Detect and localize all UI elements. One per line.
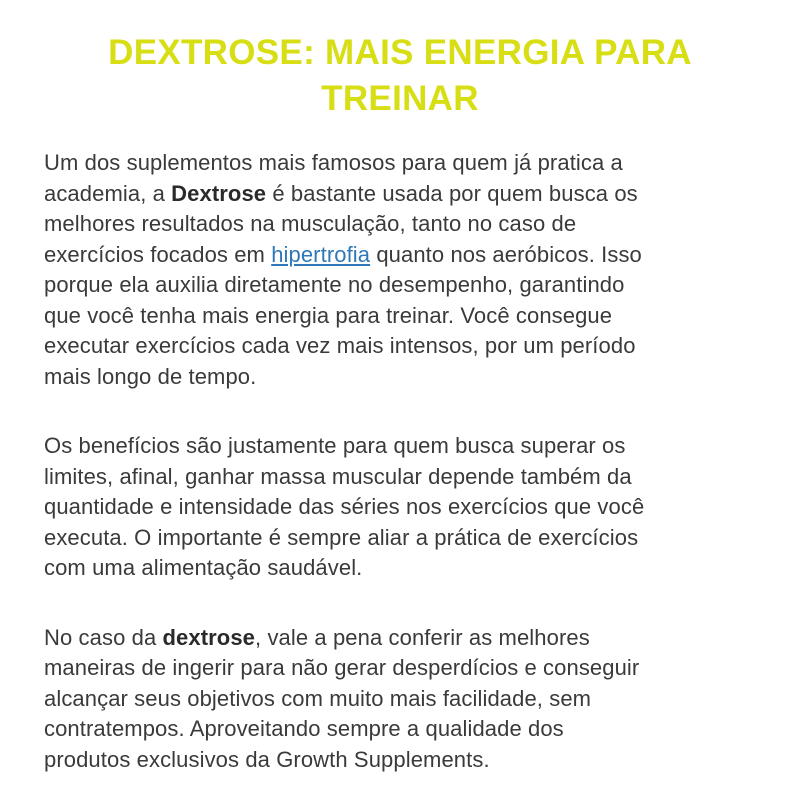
paragraph-intro <box>44 148 756 392</box>
article-title-line-1: DEXTROSE: MAIS ENERGIA PARA <box>108 33 692 72</box>
text-segment: é bastante usada por quem busca os <box>266 180 638 206</box>
paragraph-line <box>44 623 756 654</box>
paragraph-line: que você tenha mais energia para treinar. Você consegue <box>44 302 613 328</box>
paragraph-line: mais longo de tempo. <box>44 363 257 389</box>
paragraph-line: maneiras de ingerir para não gerar desperdícios e conseguir <box>44 655 640 680</box>
paragraph-line <box>44 179 756 210</box>
paragraph-line: limites, afinal, ganhar massa muscular depende também da <box>44 463 632 489</box>
paragraph-usage <box>44 623 756 776</box>
bold-term-dextrose: dextrose <box>162 624 256 650</box>
paragraph-line: contratempos. Aproveitando sempre a qualidade dos <box>44 716 564 741</box>
article-title-line-2: TREINAR <box>321 79 479 118</box>
paragraph-line: porque ela auxilia diretamente no desempenho, garantindo <box>44 272 625 297</box>
paragraph-line: executa. O importante é sempre aliar a prática de exercícios <box>44 524 639 550</box>
paragraph-line <box>44 240 756 271</box>
text-segment: academia, a <box>44 180 172 206</box>
paragraph-line: com uma alimentação saudável. <box>44 555 363 580</box>
paragraph-line: executar exercícios cada vez mais intensos, por um período <box>44 333 636 358</box>
bold-term-dextrose: Dextrose <box>171 180 267 206</box>
paragraph-benefits <box>44 431 756 584</box>
paragraph-line: quantidade e intensidade das séries nos exercícios que você <box>44 494 645 519</box>
paragraph-line: Um dos suplementos mais famosos para quem já pratica a <box>44 150 623 175</box>
paragraph-line: produtos exclusivos da Growth Supplements. <box>44 746 490 772</box>
paragraph-line: alcançar seus objetivos com muito mais facilidade, sem <box>44 685 592 711</box>
text-segment: quanto nos aeróbicos. Isso <box>370 241 642 267</box>
text-segment: exercícios focados em <box>44 241 272 267</box>
hipertrofia-link[interactable]: hipertrofia <box>271 241 371 267</box>
paragraph-line: Os benefícios são justamente para quem busca superar os <box>44 433 626 458</box>
article-title <box>44 30 756 122</box>
paragraph-line: melhores resultados na musculação, tanto no caso de <box>44 211 577 236</box>
text-segment: , vale a pena conferir as melhores <box>255 624 590 650</box>
text-segment: No caso da <box>44 624 163 650</box>
